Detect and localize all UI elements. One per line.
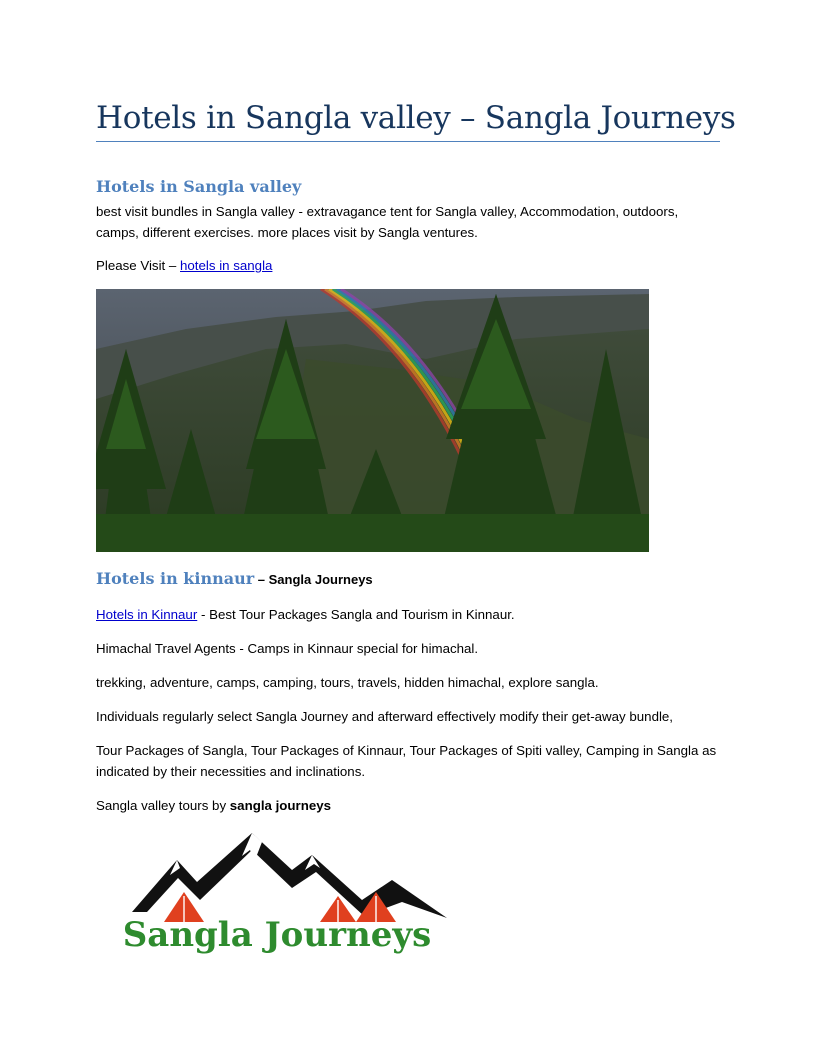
logo-wordmark: Sangla Journeys bbox=[122, 915, 432, 954]
title-underline bbox=[96, 141, 720, 142]
tours-by-prefix: Sangla valley tours by bbox=[96, 798, 230, 813]
visit-line bbox=[96, 255, 720, 276]
hotels-in-kinnaur-link[interactable]: Hotels in Kinnaur bbox=[96, 607, 198, 622]
kinnaur-link-line bbox=[96, 604, 720, 625]
travel-agents-paragraph: Himachal Travel Agents - Camps in Kinnaur special for himachal. bbox=[96, 641, 479, 656]
keywords-paragraph: trekking, adventure, camps, camping, tours, travels, hidden himachal, explore sangla. bbox=[96, 675, 599, 690]
sangla-journeys-logo bbox=[102, 830, 452, 954]
intro-paragraph: best visit bundles in Sangla valley - extravagance tent for Sangla valley, Accommodation, outdoors, camps, different exercises. more places visit by Sangla ventures. bbox=[96, 204, 679, 240]
section-heading-sangla: Hotels in Sangla valley bbox=[96, 177, 302, 196]
kinnaur-heading-suffix: – Sangla Journeys bbox=[254, 572, 373, 587]
tours-by-brand: sangla journeys bbox=[229, 798, 332, 813]
individuals-paragraph: Individuals regularly select Sangla Journey and afterward effectively modify their get-away bundle, bbox=[96, 709, 674, 724]
page-title: Hotels in Sangla valley – Sangla Journeys bbox=[96, 100, 736, 136]
visit-prefix: Please Visit – bbox=[96, 258, 181, 273]
kinnaur-heading-text: Hotels in kinnaur bbox=[96, 569, 255, 588]
hotels-in-sangla-link[interactable]: hotels in sangla bbox=[180, 258, 273, 273]
tour-packages-paragraph: Tour Packages of Sangla, Tour Packages of Kinnaur, Tour Packages of Spiti valley, Camping in Sangla as indicated by their necessities and inclinations. bbox=[96, 743, 717, 779]
section-heading-kinnaur bbox=[96, 568, 373, 591]
tours-by-line bbox=[96, 795, 720, 816]
kinnaur-link-rest: - Best Tour Packages Sangla and Tourism in Kinnaur. bbox=[197, 607, 515, 622]
rainbow-forest-photo bbox=[96, 289, 649, 552]
